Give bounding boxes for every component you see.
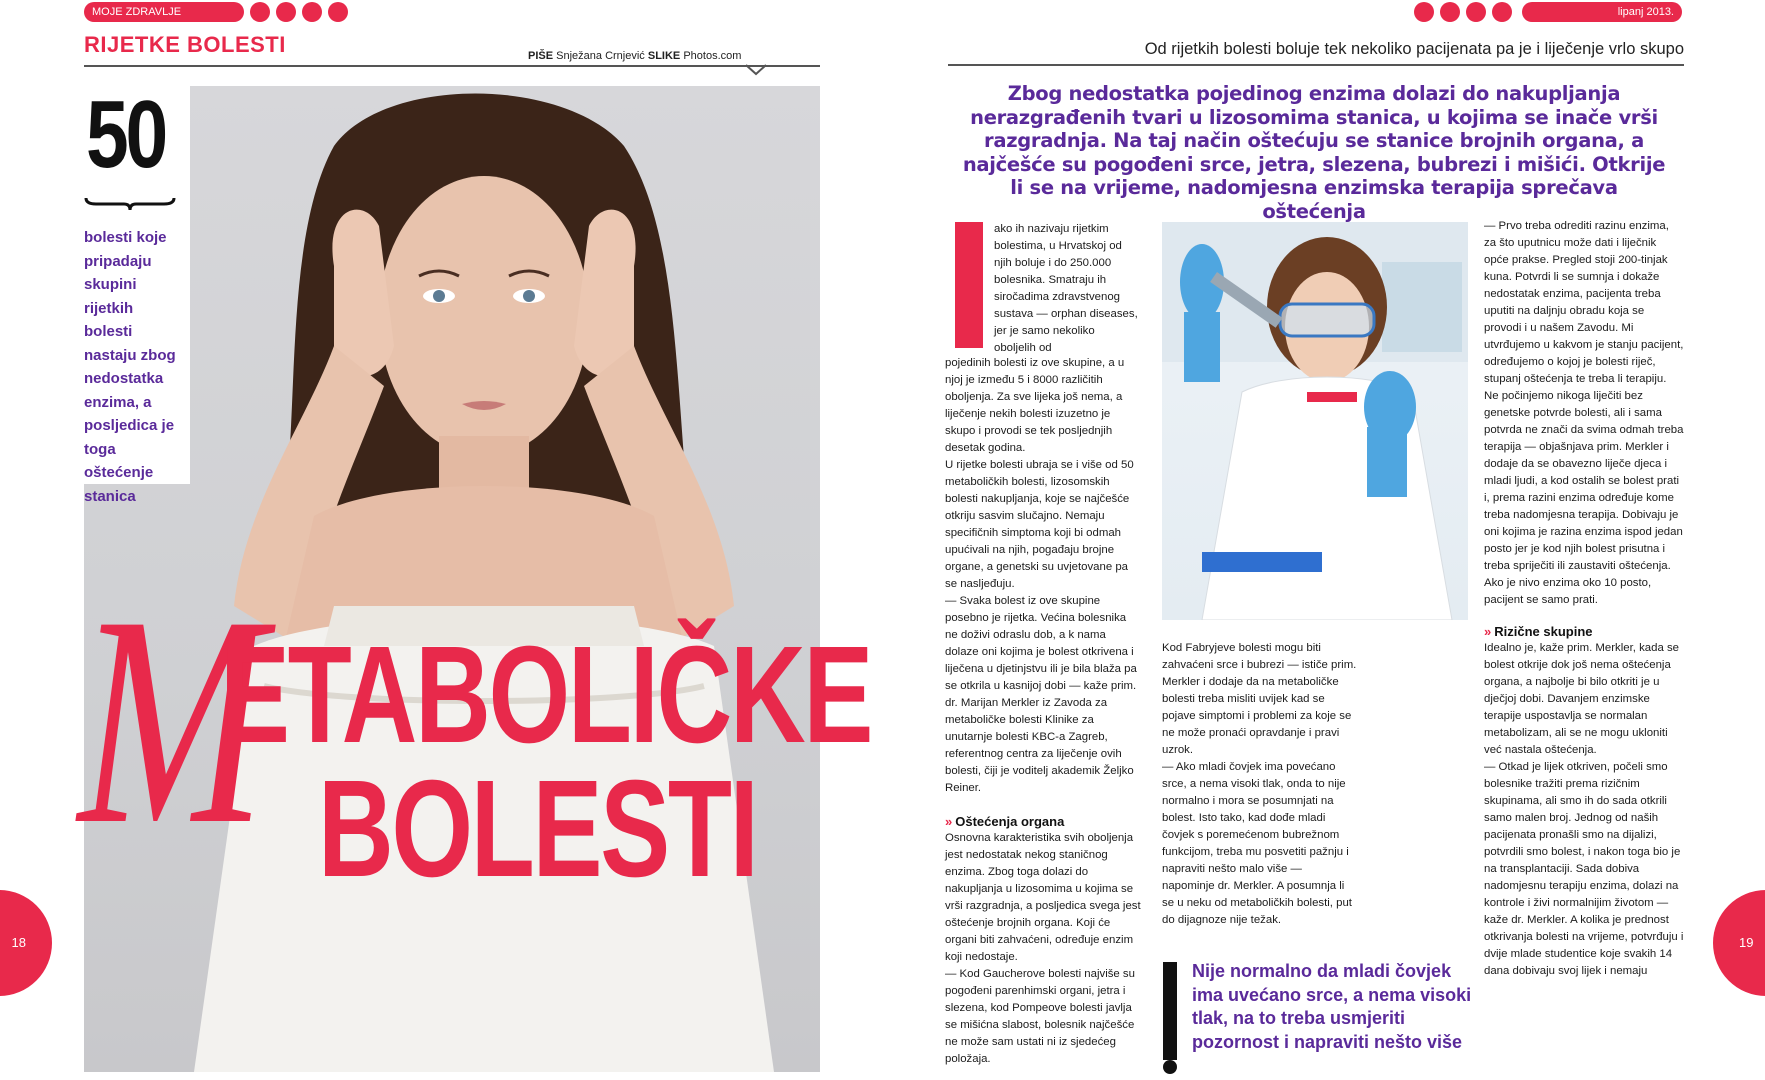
subhead-organ-damage — [945, 813, 1141, 830]
decor-dot — [1440, 2, 1460, 22]
brace-icon — [84, 196, 176, 212]
subhead-text: Oštećenja organa — [955, 814, 1065, 829]
column-2 — [1162, 640, 1357, 929]
byline-author: Snježana Crnjević — [556, 50, 645, 62]
stat-box — [84, 81, 190, 505]
title-line-2: BOLESTI — [318, 752, 757, 906]
header-rule — [84, 65, 820, 67]
kicker: RIJETKE BOLESTI — [84, 32, 286, 57]
lab-scientist-illustration — [1162, 222, 1468, 620]
stat-number: 50 — [86, 81, 166, 188]
photo-label: SLIKE — [647, 50, 681, 62]
paragraph: U rijetke bolesti ubraja se i više od 50 metaboličkih bolesti, lizosomskih bolesti nakupljanja, koje se najčešće otkriju sasvim slučajno. Nemaju specifičnih simptoma koji bi odmah upućivali na njih, pogađaju brojne organe, a genetski su uvjetovane pa se nasljeđuju. — [945, 459, 1134, 590]
decor-dot — [328, 2, 348, 22]
title-line-1: ETABOLIČKE — [220, 618, 872, 772]
pull-quote-dot — [1163, 1060, 1177, 1074]
photo-source: Photos.com — [683, 50, 742, 62]
title-initial: M — [78, 554, 266, 886]
stat-text: bolesti koje pripadaju skupini rijetkih bolesti nastaju zbog nedostatka enzima, a posljedica je toga oštećenje stanica — [84, 229, 176, 505]
rule-notch-icon — [746, 64, 766, 76]
column-1 — [945, 355, 1141, 1068]
issue-date-tag: lipanj 2013. — [1522, 2, 1682, 22]
column-1-top — [994, 221, 1139, 357]
paragraph: Idealno je, kaže prim. Merkler, kada se bolest otkrije dok još nema oštećenja organa, a najbolje bi bilo otkriti je u dječjoj dobi. Davanjem enzimske terapije uspostavlja se normalan metabolizam, ali se ne mogu ukloniti već nastala oštećenja. — [1484, 642, 1679, 756]
decor-dot — [1492, 2, 1512, 22]
decor-dot — [250, 2, 270, 22]
decor-dot — [302, 2, 322, 22]
paragraph: — Svaka bolest iz ove skupine posebno je rijetka. Većina bolesnika ne doživi odraslu dob, a k nama dolaze oni kojima je bolest otkrivena i liječena u djetinjstvu ili je bila blaža pa se otkrila u kasnijoj dobi — kaže prim. dr. Marijan Merkler iz Zavoda za metaboličke bolesti Klinike za unutarnje bolesti KBC-a Zagreb, referentnog centra za liječenje ovih bolesti, čiji je voditelj akademik Željko Reiner. — [945, 595, 1137, 794]
decor-dot — [1414, 2, 1434, 22]
column-3 — [1484, 218, 1684, 980]
pull-quote-bar — [1163, 962, 1177, 1060]
byline-label: PIŠE — [528, 50, 554, 62]
drop-cap — [955, 222, 983, 348]
dropcap-paragraph: ako ih nazivaju rijetkim bolestima, u Hrvatskoj od njih boluje i do 250.000 bolesnika. Smatraju ih siročadima zdravstvenog sustava — orphan diseases, jer je samo nekoliko oboljelih od — [994, 223, 1138, 354]
page-number-left: 18 — [0, 890, 52, 996]
subhead-text: Rizične skupine — [1494, 624, 1593, 639]
byline — [528, 50, 741, 62]
headline: Od rijetkih bolesti boluje tek nekoliko pacijenata pa je i liječenje vrlo skupo — [1144, 40, 1684, 58]
header-rule-right — [948, 64, 1684, 66]
paragraph: — Prvo treba odrediti razinu enzima, za što uputnicu može dati i liječnik opće prakse. Pregled stoji 200-tinjak kuna. Potvrdi li se sumnja i dokaže nedostatak enzima, pacijenta treba uputiti na daljnju obradu koja se provodi i u našem Zavodu. Mi utvrđujemo u kakvom je stanju pacijent, određujemo o kojoj je bolesti riječ, stupanj oštećenja te treba li terapiju. Ne počinjemo nikoga liječiti bez genetske potvrde bolesti, ali i sama potvrda ne znači da svima odmah treba terapija — objašnjava prim. Merkler i dodaje da se obavezno liječe djeca i mladi ljudi, a kod ostalih se bolest prati i, prema razini enzima određuje kome treba nadomjesna terapija. Dobivaju je oni kojima je razina enzima ispod jedan posto jer je kod njih bolest prisutna i treba spriječiti ili zaustaviti oštećenja. Ako je nivo enzima oko 10 posto, pacijent se samo prati. — [1484, 220, 1684, 606]
paragraph: pojedinih bolesti iz ove skupine, a u njoj je između 5 i 8000 različitih oboljenja. Za sve lijeka još nema, a liječenje nekih bolesti izuzetno je skupo i provodi se tek posljednjih desetak godina. — [945, 357, 1125, 454]
lead-paragraph: Zbog nedostatka pojedinog enzima dolazi do nakupljanja nerazgrađenih tvari u lizosomima stanica, u kojima se inače vrši razgradnja. Na taj način oštećuju se stanice brojnih organa, a najčešće su pogođeni srce, jetra, slezena, bubrezi i mišići. Otkrije li se na vrijeme, nadomjesna enzimska terapija sprečava oštećenja — [962, 82, 1666, 223]
decor-dot — [1466, 2, 1486, 22]
pull-quote: Nije normalno da mladi čovjek ima uvećano srce, a nema visoki tlak, na to treba usmjeriti pozornost i napraviti nešto više — [1192, 961, 1472, 1052]
paragraph: Kod Fabryjeve bolesti mogu biti zahvaćeni srce i bubrezi — ističe prim. Merkler i dodaje da na metaboličke bolesti treba misliti uvijek kad se pojave simptomi i problemi za koje se ne može pronaći opravdanje i pravi uzrok. — [1162, 642, 1357, 756]
subhead-risk-groups — [1484, 623, 1684, 640]
paragraph: — Otkad je lijek otkriven, počeli smo bolesnike tražiti prema rizičnim skupinama, ali smo ih do sada otkrili samo malen broj. Jednog od naših pacijenata pronašli smo na dijalizi, potvrdili smo bolest, i nakon toga bio je na transplantaciji. Sada dobiva nadomjesnu terapiju enzima, dolazi na kontrole i živi normalnijim životom — kaže dr. Merkler. A kolika je prednost otkrivanja bolesti na vrijeme, potvrđuju i dvije mlade studentice koje svakih 14 dana dobivaju svoj lijek i nemaju — [1484, 761, 1684, 977]
double-chevron-icon: » — [1484, 624, 1492, 639]
paragraph: Osnovna karakteristika svih oboljenja jest nedostatak nekog staničnog enzima. Zbog toga dolazi do nakupljanja u lizosomima u kojima se vrši razgradnja, a posljedica svega jest oštećenje brojnih organa. Koji će organi biti zahvaćeni, određuje enzim koji nedostaje. — [945, 832, 1141, 963]
double-chevron-icon: » — [945, 814, 953, 829]
lab-photo — [1162, 222, 1468, 620]
page-number-right: 19 — [1713, 890, 1765, 996]
decor-dot — [276, 2, 296, 22]
section-tag: MOJE ZDRAVLJE — [84, 2, 244, 22]
paragraph: — Ako mladi čovjek ima povećano srce, a nema visoki tlak, onda to nije normalno i mora se posumnjati na bolest. Isto tako, kad dođe mladi čovjek s poremećenom bubrežnom funkcijom, treba mu posvetiti pažnju i napraviti nešto malo više — napominje dr. Merkler. A posumnja li se u neku od metaboličkih bolesti, put do dijagnoze nije težak. — [1162, 761, 1352, 926]
paragraph: — Kod Gaucherove bolesti najviše su pogođeni parenhimski organi, jetra i slezena, kod Pompeove bolesti javlja se mišićna slabost, bolesnik najčešće ne može sam ustati ni iz sjedećeg položaja. — [945, 968, 1135, 1065]
